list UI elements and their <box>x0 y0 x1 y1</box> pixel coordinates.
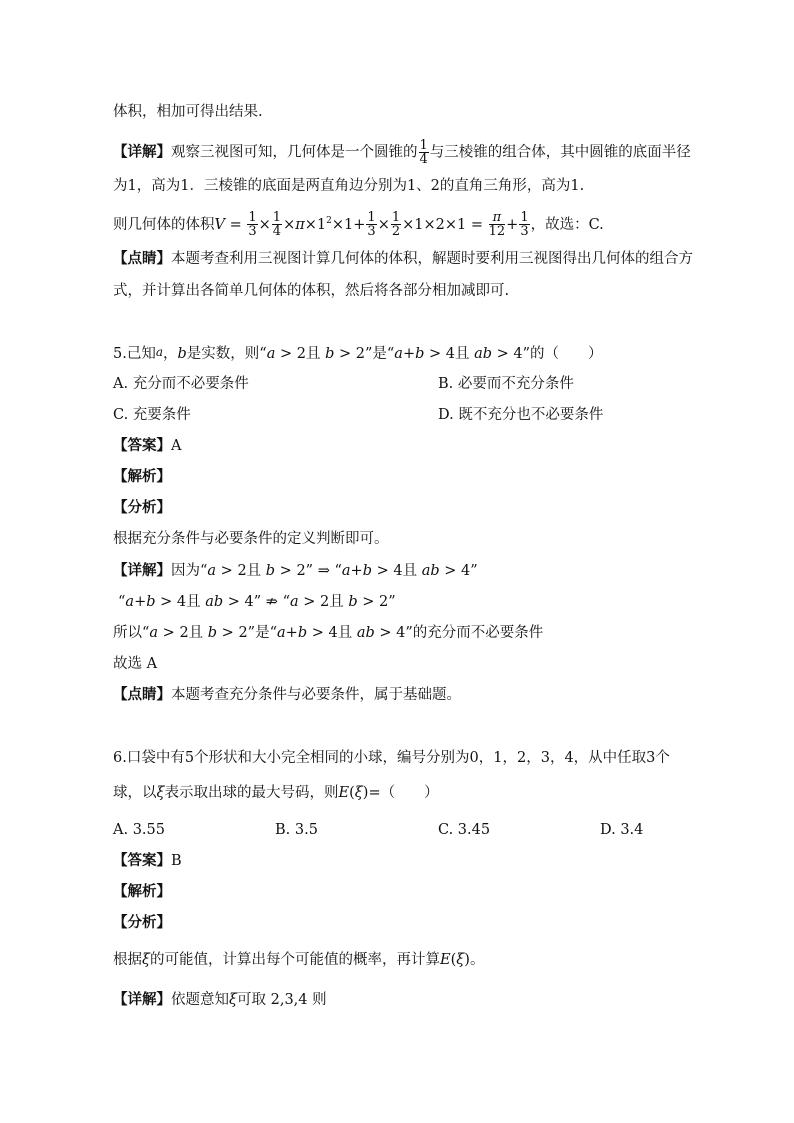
q5-comment: 【点睛】本题考查充分条件与必要条件，属于基础题。 <box>113 686 461 703</box>
fraction-quarter: $\frac{1}{4}$ <box>419 138 428 167</box>
q6-option-a: A. 3.55 <box>113 822 165 838</box>
q5-option-b: B. 必要而不充分条件 <box>438 376 574 392</box>
q5-fenxi-tag: 【分析】 <box>113 499 171 516</box>
q5-detail-line-2: “a+b > 4且 ab > 4” ⇏ “a > 2且 b > 2” <box>118 594 396 610</box>
q4-detail-line-1: 【详解】观察三视图可知，几何体是一个圆锥的 $\frac{1}{4}$ 与三棱锥的组合体，其中圆锥的底面半径 <box>113 138 691 167</box>
q4-tail: 体积，相加可得出结果. <box>113 104 263 120</box>
q5-option-d: D. 既不充分也不必要条件 <box>438 407 604 423</box>
q5-detail-line-1: 【详解】因为“a > 2且 b > 2” ⇒ “a+b > 4且 ab > 4” <box>113 562 478 579</box>
q6-option-d: D. 3.4 <box>600 822 644 838</box>
q5-option-a: A. 充分而不必要条件 <box>113 376 249 392</box>
q5-stem: 5.己知a，b是实数，则“a > 2且 b > 2”是“a+b > 4且 ab > 4”的（ ） <box>113 345 603 362</box>
q6-option-b: B. 3.5 <box>275 822 318 838</box>
q6-analysis-tag: 【解析】 <box>113 883 171 900</box>
q5-option-c: C. 充要条件 <box>113 407 191 423</box>
q6-fenxi-tag: 【分析】 <box>113 914 171 931</box>
q6-answer: 【答案】B <box>113 852 182 869</box>
q6-detail: 【详解】依题意知ξ可取 2,3,4 则 <box>113 991 327 1008</box>
q5-choose: 故选 A <box>113 656 158 672</box>
q4-comment-line-2: 式，并计算出各简单几何体的体积，然后将各部分相加减即可. <box>113 283 510 299</box>
q5-detail-line-3: 所以“a > 2且 b > 2”是“a+b > 4且 ab > 4”的充分而不必要条件 <box>113 625 544 641</box>
q5-answer: 【答案】A <box>113 437 182 454</box>
q6-fenxi: 根据ξ的可能值，计算出每个可能值的概率，再计算E(ξ)。 <box>113 952 485 968</box>
q6-stem-line-1: 6.口袋中有5个形状和大小完全相同的小球，编号分别为0，1，2，3，4，从中任取3个 <box>113 750 670 766</box>
q5-analysis-tag: 【解析】 <box>113 468 171 485</box>
q6-option-c: C. 3.45 <box>438 822 491 838</box>
q5-fenxi: 根据充分条件与必要条件的定义判断即可。 <box>113 531 389 547</box>
q4-detail-line-2: 为1，高为1．三棱锥的底面是两直角边分别为1、2的直角三角形，高为1. <box>113 178 585 194</box>
q4-comment-line-1: 【点睛】本题考查利用三视图计算几何体的体积，解题时要利用三视图得出几何体的组合方 <box>113 250 693 267</box>
q4-volume-formula: 则几何体的体积V = $\frac{1}{3}$ × $\frac{1}{4}$ $\times\pi\times 1^2\times 1+$ $\frac{1}{3}$ × $\frac{1}{2}$ ×1×2×1 = $\frac{\pi}{12}$ + $\frac{1}{3}$ ，故选：C. <box>113 210 604 240</box>
detail-tag: 【详解】 <box>113 143 171 161</box>
q6-stem-line-2: 球，以ξ表示取出球的最大号码，则E(ξ)=（ ） <box>113 785 439 801</box>
